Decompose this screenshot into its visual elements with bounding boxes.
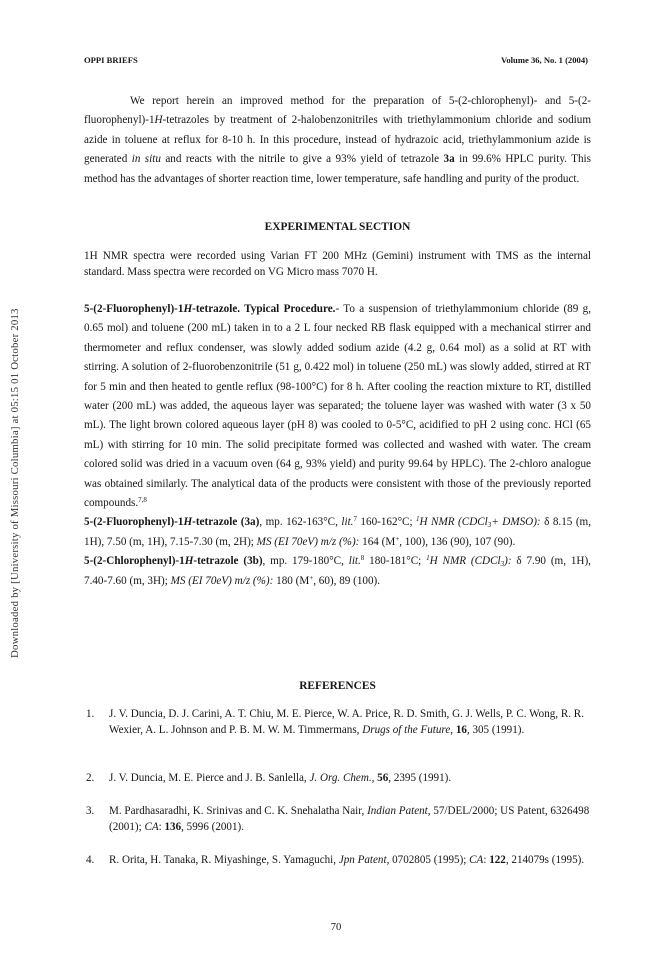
compound-3b-data: 5-(2-Chlorophenyl)-1H-tetrazole (3b), mp. 179-180°C, lit.$^8$ 180-181°C; $^1$H NMR (CDCl$_3$): δ 7.90 (m, 1H), 7.40-7.60 (m, 3H); MS (EI 70eV) m/z (%): 180 (M+, 60), 89 (100). xyxy=(84,554,591,587)
volume-label: Volume 36, No. 1 (2004) xyxy=(500,55,588,65)
page-number: 70 xyxy=(330,922,342,933)
compound-3a-data: 5-(2-Fluorophenyl)-1H-tetrazole (3a), mp. 162-163°C, lit.$^7$ 160-162°C; $^1$H NMR (CDCl$_3$+ DMSO): δ 8.15 (m, 1H), 7.50 (m, 1H), 7.15-7.30 (m, 2H); MS (EI 70eV) m/z (%): 164 (M+, 100), 136 (90), 107 (90). xyxy=(84,515,592,548)
download-watermark: Downloaded by [University of Missouri Columbia] at 05:15 01 October 2013 xyxy=(9,308,21,658)
intro-paragraph: We report herein an improved method for the preparation of 5-(2-chlorophenyl)- and 5-(2-fluorophenyl)-1H-tetrazoles by treatment of 2-halobenzonitriles with triethylammonium chloride and sodium azide in toluene at reflux for 8-10 h. In this procedure, instead of hydrazoic acid, triethylammonium azide is generated in situ and reacts with the nitrile to give a 93% yield of tetrazole 3a in 99.6% HPLC purity. This method has the advantages of shorter reaction time, lower temperature, safe handling and purity of the product. xyxy=(84,95,591,185)
reference-item: 4. R. Orita, H. Tanaka, R. Miyashinge, S. Yamaguchi, Jpn Patent, 0702805 (1995); CA: 122, 214079s (1995). xyxy=(86,854,585,866)
reference-item: 2. J. V. Duncia, M. E. Pierce and J. B. Sanlella, J. Org. Chem., 56, 2395 (1991). xyxy=(86,772,452,784)
running-head xyxy=(84,55,588,69)
reference-item: 3. M. Pardhasaradhi, K. Srinivas and C. K. Snehalatha Nair, Indian Patent, 57/DEL/2000; US Patent, 6326498 (2001); CA: 136, 5996 (2001). xyxy=(86,805,590,833)
nmr-paragraph: 1H NMR spectra were recorded using Varian FT 200 MHz (Gemini) instrument with TMS as the internal standard. Mass spectra were recorded on VG Micro mass 7070 H. xyxy=(84,250,591,278)
procedure-paragraph: 5-(2-Fluorophenyl)-1H-tetrazole. Typical Procedure.- To a suspension of triethylammonium chloride (89 g, 0.65 mol) and toluene (200 mL) taken in to a 2 L four necked RB flask equipped with a mechanical stirrer and thermometer and reflux condenser, was slowly added sodium azide (4.2 g, 0.64 mol) as a solid at RT with stirring. A solution of 2-fluorobenzonitrile (51 g, 0.422 mol) in toluene (250 mL) was slowly added, stirred at RT for 5 min and then heated to gentle reflux (98-100°C) for 8 h. After cooling the reaction mixture to RT, distilled water (200 mL) was added, the aqueous layer was separated; the toluene layer was washed with water (3 x 50 mL). The light brown colored aqueous layer (pH 8) was cooled to 0-5°C, acidified to pH 2 using conc. HCl (65 mL) with stirring for 10 min. The solid precipitate formed was collected and washed with water. The cream colored solid was dried in a vacuum oven (64 g, 93% yield) and purity 99.64 by HPLC). The 2-chloro analogue was obtained similarly. The analytical data of the products were consistent with those of the previously reported compounds.$^{7,8}$ xyxy=(84,303,591,510)
reference-item: 1. J. V. Duncia, D. J. Carini, A. T. Chiu, M. E. Pierce, W. A. Price, R. D. Smith, G. J. Wells, P. C. Wong, R. R. Wexier, A. L. Johnson and P. B. M. W. M. Timmermans, Drugs of the Future, 16, 305 (1991). xyxy=(86,708,584,736)
procedure-section xyxy=(84,300,591,591)
journal-section-label: OPPI BRIEFS xyxy=(84,55,138,65)
experimental-heading: EXPERIMENTAL SECTION xyxy=(264,221,411,233)
references-heading: REFERENCES xyxy=(299,680,376,692)
